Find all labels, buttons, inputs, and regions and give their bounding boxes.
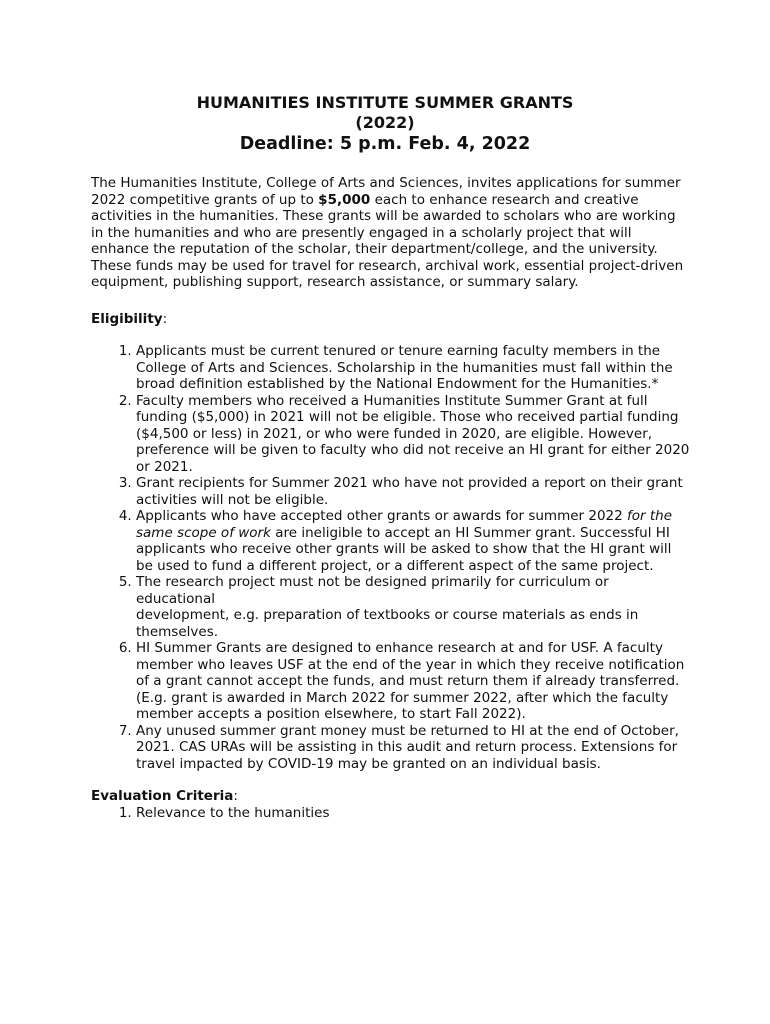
- eligibility-item-4: [136, 508, 691, 574]
- evaluation-heading-colon: :: [233, 788, 238, 804]
- document-title: [0, 93, 770, 156]
- eligibility-item-4-after: are ineligible to accept an HI Summer grant. Successful HI applicants who receive other grants will be asked to show that the HI grant will be used to fund a different project, or a different aspect of the same project.: [136, 524, 672, 574]
- intro-paragraph: [91, 175, 691, 291]
- evaluation-heading: [91, 788, 691, 805]
- evaluation-list: [91, 805, 691, 822]
- eligibility-item-6: 6. HI Summer Grants are designed to enhance research at and for USF. A faculty member who leaves USF at the end of the year in which they receive notification of a grant cannot accept the funds, and must return them if already transferred. (E.g. grant is awarded in March 2022 for summer 2022, after which the faculty member accepts a position elsewhere, to start Fall 2022).: [136, 640, 691, 723]
- title-line-2: (2022): [355, 113, 415, 132]
- intro-line-2: [91, 192, 691, 291]
- eligibility-item-5: [136, 574, 691, 640]
- eligibility-item-5-line-2: development, e.g. preparation of textbooks or course materials as ends in themselves.: [136, 607, 639, 640]
- eligibility-item-1: 1. Applicants must be current tenured or tenure earning faculty members in the College of Arts and Sciences. Scholarship in the humanities must fall within the broad definition established by the National Endowment for the Humanities.*: [136, 343, 691, 393]
- evaluation-heading-text: Evaluation Criteria: [91, 788, 234, 804]
- eligibility-item-3: 3. Grant recipients for Summer 2021 who have not provided a report on their grant activities will not be eligible.: [136, 475, 691, 508]
- intro-text-after-amount: each to enhance research and creative activities in the humanities. These grants will be awarded to scholars who are working in the humanities and who are presently engaged in a scholarly project that will enhance the reputation of the scholar, their department/college, and the university. These funds may be used for travel for research, archival work, essential project-driven equipment, publishing support, research assistance, or summary salary.: [91, 191, 684, 290]
- eligibility-item-7: 7. Any unused summer grant money must be returned to HI at the end of October, 2021. CAS URAs will be assisting in this audit and return process. Extensions for travel impacted by COVID-19 may be granted on an individual basis.: [136, 723, 691, 773]
- document-body: [91, 175, 691, 821]
- eligibility-item-2: 2. Faculty members who received a Humanities Institute Summer Grant at full funding ($5,000) in 2021 will not be eligible. Those who received partial funding ($4,500 or less) in 2021, or who were funded in 2020, are eligible. However, preference will be given to faculty who did not receive an HI grant for either 2020 or 2021.: [136, 393, 691, 476]
- intro-text-before-amount: 2022 competitive grants of up to: [91, 191, 319, 208]
- eligibility-item-4-before: Applicants who have accepted other grants or awards for summer 2022: [136, 508, 628, 524]
- grant-amount: $5,000: [318, 191, 371, 208]
- evaluation-item-1: 1. Relevance to the humanities: [136, 805, 691, 822]
- eligibility-item-4-emphasis: for the same scope of work: [136, 508, 673, 541]
- eligibility-list: [91, 343, 691, 772]
- eligibility-item-5-line-1: The research project must not be designed primarily for curriculum or educational: [136, 574, 609, 607]
- deadline: Deadline: 5 p.m. Feb. 4, 2022: [239, 134, 531, 154]
- intro-line-1: The Humanities Institute, College of Arts and Sciences, invites applications for summer: [91, 175, 681, 191]
- eligibility-heading-colon: :: [162, 310, 168, 327]
- title-line-1: HUMANITIES INSTITUTE SUMMER GRANTS: [196, 93, 574, 112]
- eligibility-heading: [91, 311, 691, 328]
- eligibility-heading-text: Eligibility: [91, 310, 163, 327]
